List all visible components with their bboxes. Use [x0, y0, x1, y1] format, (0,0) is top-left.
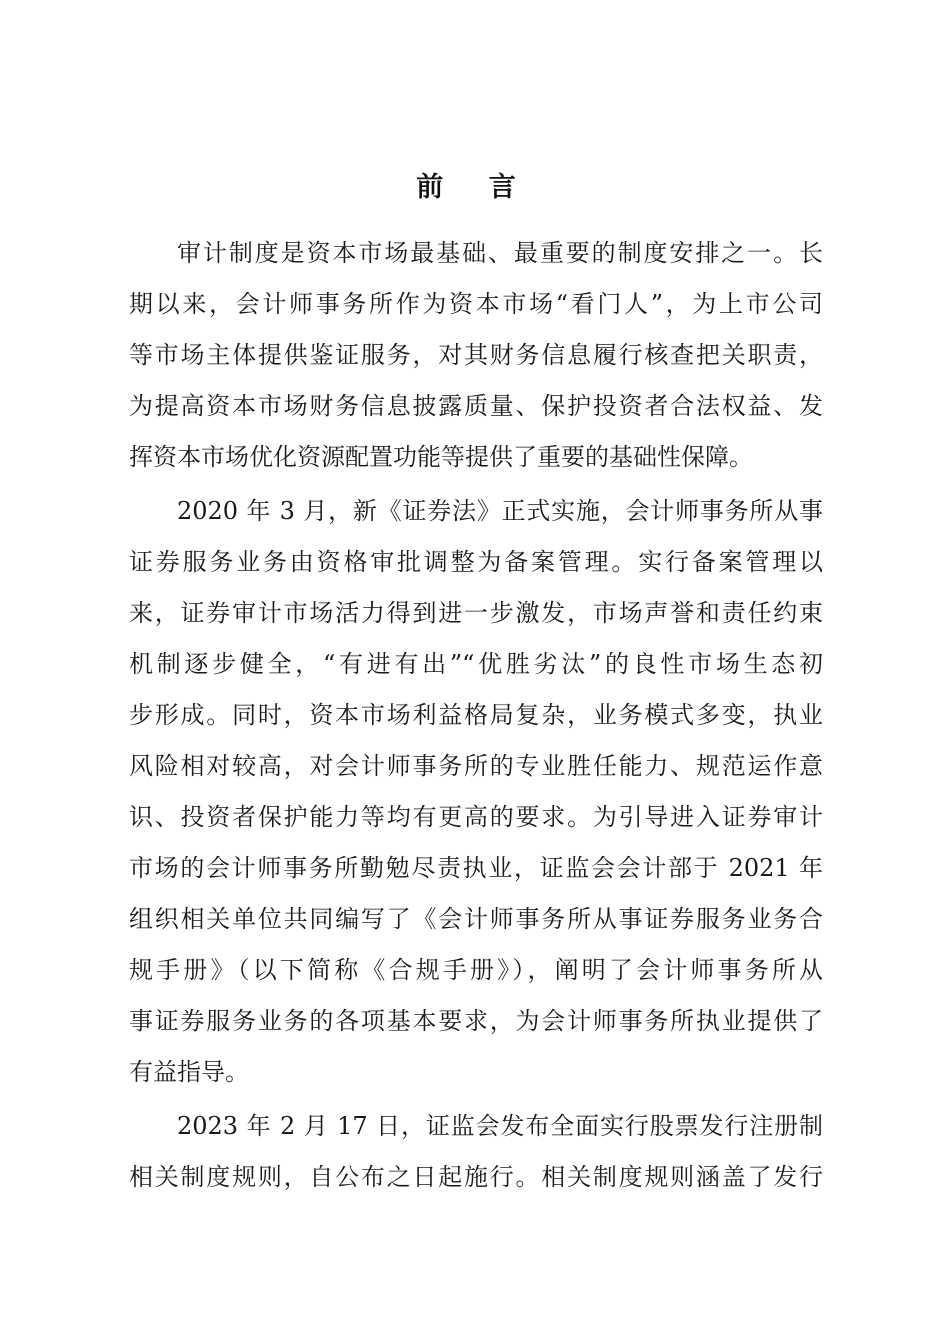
text-line: 2023 年 2 月 17 日，证监会发布全面实行股票发行注册制 [177, 1112, 823, 1140]
text-line: 来，证券审计市场活力得到进一步激发，市场声誉和责任约束 [129, 599, 823, 627]
paragraph-3 [129, 1101, 823, 1203]
text-line: 事证券服务业务的各项基本要求，为会计师事务所执业提供了 [129, 1007, 823, 1035]
text-line: 相关制度规则，自公布之日起施行。相关制度规则涵盖了发行 [129, 1163, 823, 1191]
text-line: 识、投资者保护能力等均有更高的要求。为引导进入证券审计 [129, 803, 823, 831]
paragraph-1 [129, 228, 823, 483]
page-title: 前 言 [416, 172, 534, 203]
text-line: 等市场主体提供鉴证服务，对其财务信息履行核查把关职责， [129, 341, 823, 369]
text-line: 市场的会计师事务所勤勉尽责执业，证监会会计部于 2021 年 [129, 854, 823, 882]
text-line: 2020 年 3 月，新《证券法》正式实施，会计师事务所从事 [177, 497, 823, 525]
text-line: 审计制度是资本市场最基础、最重要的制度安排之一。长 [177, 239, 823, 267]
document-body [129, 228, 823, 1206]
text-line: 组织相关单位共同编写了《会计师事务所从事证券服务业务合 [129, 905, 823, 933]
text-line: 期以来，会计师事务所作为资本市场“看门人”，为上市公司 [129, 290, 823, 318]
text-line: 机制逐步健全，“有进有出”“优胜劣汰”的良性市场生态初 [129, 650, 823, 678]
text-line: 步形成。同时，资本市场利益格局复杂，业务模式多变，执业 [129, 701, 823, 729]
text-line: 证券服务业务由资格审批调整为备案管理。实行备案管理以 [129, 548, 823, 576]
text-line: 规手册》（以下简称《合规手册》），阐明了会计师事务所从 [129, 956, 823, 984]
text-line: 为提高资本市场财务信息披露质量、保护投资者合法权益、发 [129, 392, 823, 420]
text-line: 风险相对较高，对会计师事务所的专业胜任能力、规范运作意 [129, 752, 823, 780]
text-line: 挥资本市场优化资源配置功能等提供了重要的基础性保障。 [129, 443, 753, 471]
paragraph-2 [129, 486, 823, 1098]
text-line: 有益指导。 [129, 1058, 249, 1086]
